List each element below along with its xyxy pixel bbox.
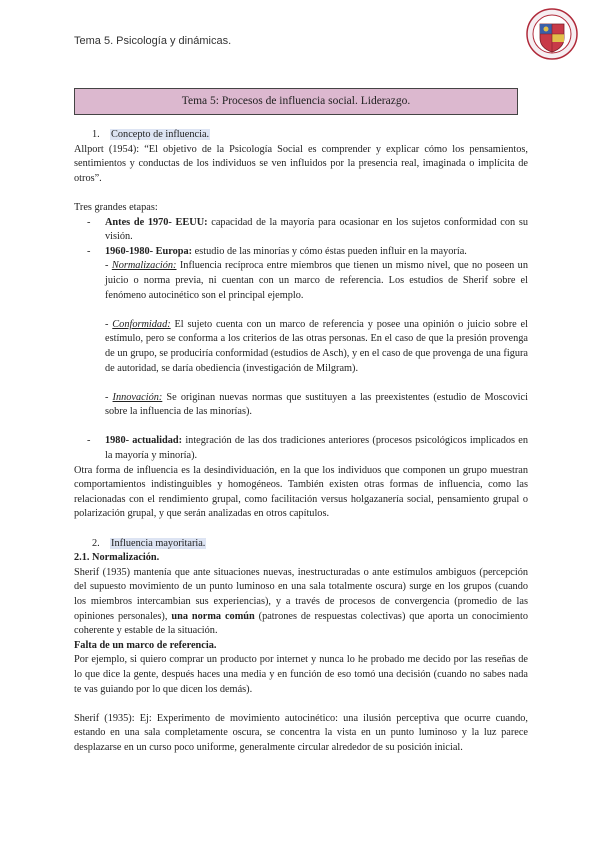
- experiment-paragraph: Sherif (1935): Ej: Experimento de movimiento autocinético: una ilusión perceptiva que ocurre cuando, estando en una sala completamente oscura, se concentra la vista en un punto luminoso y la luz parece desplazarse en un curso poco uniforme, generalmente circular alrededor de su posición inicial.: [74, 712, 528, 753]
- allport-quote: Allport (1954): “El objetivo de la Psicología Social es comprender y explicar cómo los pensamientos, sentimientos y conductas de los individuos se ven influidos por la presencia real, imaginada o implícita de otros”.: [74, 143, 528, 184]
- list-item: - 1980- actualidad: integración de las dos tradiciones anteriores (procesos psicológicos implicados en la mayoría y minoría).: [74, 434, 528, 463]
- sherif-paragraph: Sherif (1935) mantenía que ante situaciones nuevas, inestructuradas o ante estímulos ambiguos (percepción del supuesto movimiento de un punto luminoso en una sala totalmente oscura) surge en los grupos (cuando los miembros intercambian sus experiencias), y a través de procesos de convergencia (promedio de las opiniones personales), una norma común (patrones de respuestas colectivas) que aporta un conocimiento coherente y estable de la situación.: [74, 566, 529, 637]
- topic-title-box: Tema 5: Procesos de influencia social. Liderazgo.: [74, 88, 518, 115]
- section-1-heading: 1. Concepto de influencia.: [92, 129, 210, 140]
- running-header: Tema 5. Psicología y dinámicas.: [74, 35, 232, 47]
- normalizacion-item: - Normalización: Influencia recíproca entre miembros que tienen un mismo nivel, que no poseen un juicio o norma previa, ni cuentan con un marco de referencia. Los estudios de Sherif sobre el fenómeno autocinético son el principal ejemplo.: [105, 260, 528, 301]
- document-body: [74, 128, 528, 756]
- stages-list: [74, 216, 528, 260]
- list-item: - 1960-1980- Europa: estudio de las minorías y cómo éstas pueden influir en la mayoría.: [74, 245, 528, 260]
- conformidad-item: - Conformidad: El sujeto cuenta con un marco de referencia y posee una opinión o juicio sobre el estímulo, pero se conforma a los criterios de las otras personas. En el caso de que la presión provenga de un grupo, se produciría conformidad (estudios de Asch), y en el caso de que provenga de una figura de autoridad, se daría obediencia (investigación de Milgram).: [105, 318, 528, 374]
- example-paragraph: Por ejemplo, si quiero comprar un producto por internet y nunca lo he probado me decido por las reseñas de lo que dice la gente, después haces una media y en función de eso tomó una decisión (cuando no sabes nada te vas guiando por lo que dicen los demás).: [74, 654, 528, 695]
- section-2-heading: 2. Influencia mayoritaria.: [92, 537, 206, 549]
- university-seal-icon: [526, 8, 578, 60]
- list-item: - Antes de 1970- EEUU: capacidad de la mayoría para ocasionar en los sujetos conformidad con su visión.: [74, 216, 528, 245]
- other-forms-paragraph: Otra forma de influencia es la desindividuación, en la que los individuos que componen un grupo muestran comportamientos indistinguibles y homogéneos. También existen otras formas de influencia, como las relacionadas con el rendimiento grupal, como facilitación versus holgazanería social, pensamiento grupal o polarización grupal, y que serán analizadas en otros capítulos.: [74, 464, 528, 520]
- stages-intro: Tres grandes etapas:: [74, 201, 158, 213]
- no-frame-heading: Falta de un marco de referencia.: [74, 639, 217, 651]
- innovacion-item: - Innovación: Se originan nuevas normas que sustituyen a las preexistentes (estudio de Moscovici sobre la influencia de las minorías).: [105, 391, 528, 418]
- stages-list-cont: [74, 434, 528, 463]
- subsection-heading: 2.1. Normalización.: [74, 552, 160, 564]
